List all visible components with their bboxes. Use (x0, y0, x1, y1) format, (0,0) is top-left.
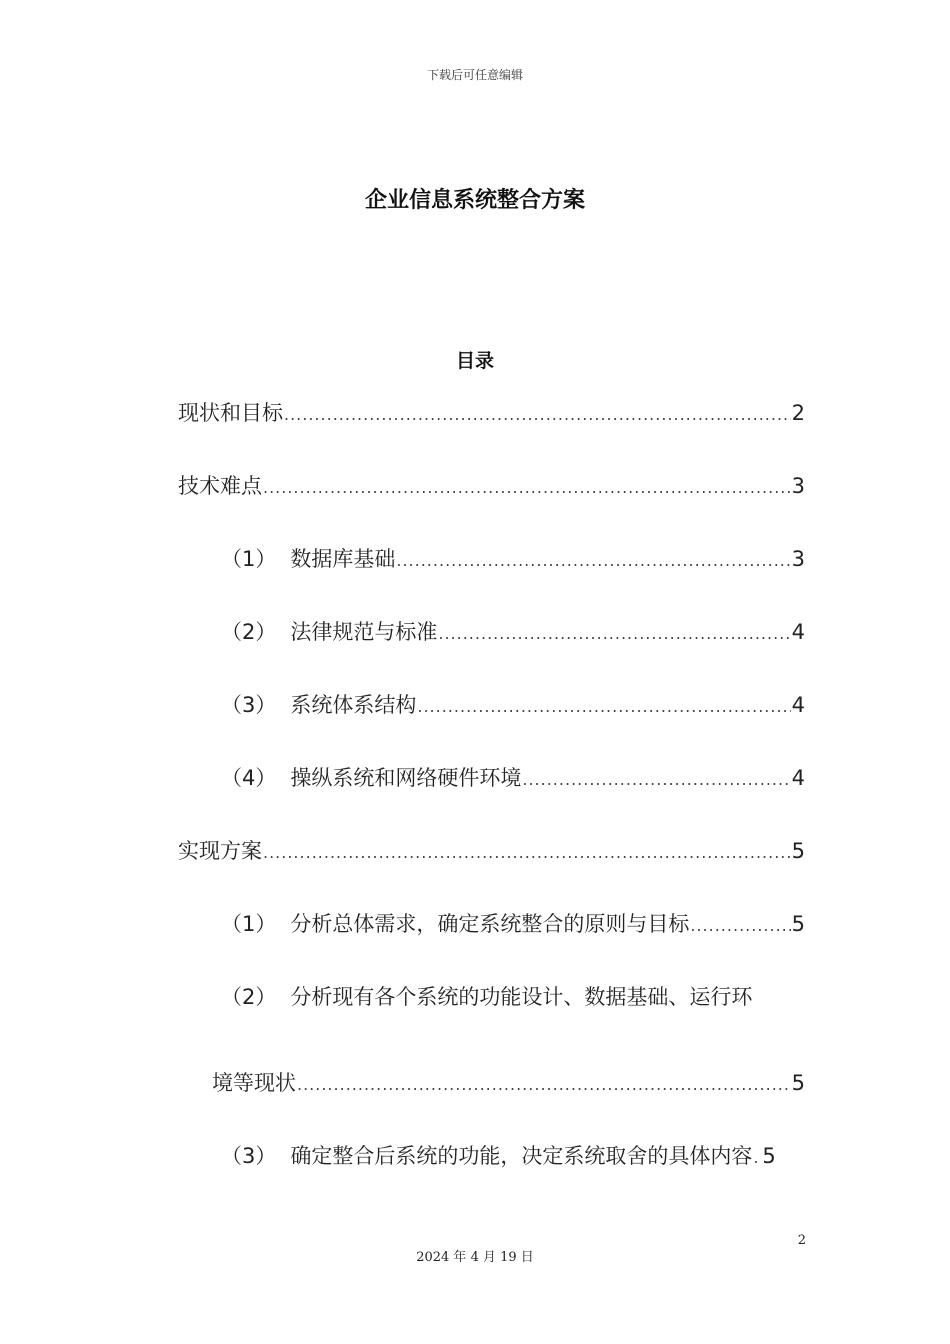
toc-entry-number: （2） (221, 985, 277, 1009)
toc-dot-leader (263, 472, 791, 504)
toc-dot-leader (522, 764, 790, 796)
toc-page-number: 3 (791, 547, 805, 571)
toc-page-number: 4 (791, 693, 805, 717)
toc-page-number: 5 (791, 1071, 805, 1095)
toc-entry-overall-requirements[interactable] (221, 908, 805, 940)
toc-entry-technical-difficulties[interactable] (178, 470, 805, 502)
page-number: 2 (797, 1233, 806, 1248)
toc-entry-number: （1） (221, 547, 277, 571)
toc-entry-number: （1） (221, 912, 277, 936)
toc-entry-text: 实现方案 (178, 839, 262, 863)
toc-page-number: 3 (791, 474, 805, 498)
toc-page-number: 5 (791, 839, 805, 863)
toc-dot-leader (284, 399, 791, 431)
toc-dot-leader (753, 1142, 761, 1174)
toc-page-number: 4 (791, 766, 805, 790)
toc-entry-text-line2: 境等现状 (212, 1071, 296, 1095)
document-title: 企业信息系统整合方案 (364, 188, 585, 213)
toc-entry-text: 法律规范与标准 (290, 620, 438, 644)
toc-entry-determine-functions[interactable] (221, 1140, 805, 1172)
toc-entry-text: 现状和目标 (178, 401, 283, 425)
toc-entry-legal-norms[interactable] (221, 616, 805, 648)
toc-entry-number: （3） (221, 693, 277, 717)
toc-entry-number: （4） (221, 766, 277, 790)
toc-entry-number: （2） (221, 620, 277, 644)
toc-entry-text-line1: 分析现有各个系统的功能设计、数据基础、运行环 (290, 985, 753, 1009)
toc-dot-leader (438, 618, 790, 650)
toc-entry-text: 确定整合后系统的功能，决定系统取舍的具体内容 (290, 1144, 753, 1168)
toc-page-number: 4 (791, 620, 805, 644)
toc-entry-number: （3） (221, 1144, 277, 1168)
toc-entry-system-architecture[interactable] (221, 689, 805, 721)
toc-entry-text: 技术难点 (178, 474, 262, 498)
toc-entry-analyze-existing-systems-cont[interactable] (212, 1067, 805, 1099)
toc-entry-os-network-hardware[interactable] (221, 762, 805, 794)
header-note: 下载后可任意编辑 (426, 68, 523, 82)
toc-dot-leader (263, 837, 791, 869)
toc-entry-text: 操纵系统和网络硬件环境 (290, 766, 522, 790)
toc-dot-leader (690, 910, 790, 942)
toc-entry-text: 系统体系结构 (290, 693, 417, 717)
toc-entry-status-and-goals[interactable] (178, 397, 805, 429)
toc-page-number: 2 (791, 401, 805, 425)
toc-entry-text: 分析总体需求，确定系统整合的原则与目标 (290, 912, 690, 936)
toc-heading: 目录 (455, 350, 494, 372)
toc-dot-leader (297, 1069, 791, 1101)
toc-page-number: 5 (762, 1144, 776, 1168)
toc-entry-analyze-existing-systems[interactable] (221, 981, 805, 1013)
footer-date: 2024 年 4 月 19 日 (416, 1250, 534, 1265)
toc-page-number: 5 (791, 912, 805, 936)
toc-dot-leader (417, 691, 790, 723)
toc-entry-text: 数据库基础 (290, 547, 396, 571)
toc-dot-leader (396, 545, 790, 577)
toc-entry-implementation-plan[interactable] (178, 835, 805, 867)
toc-entry-database-foundation[interactable] (221, 543, 805, 575)
